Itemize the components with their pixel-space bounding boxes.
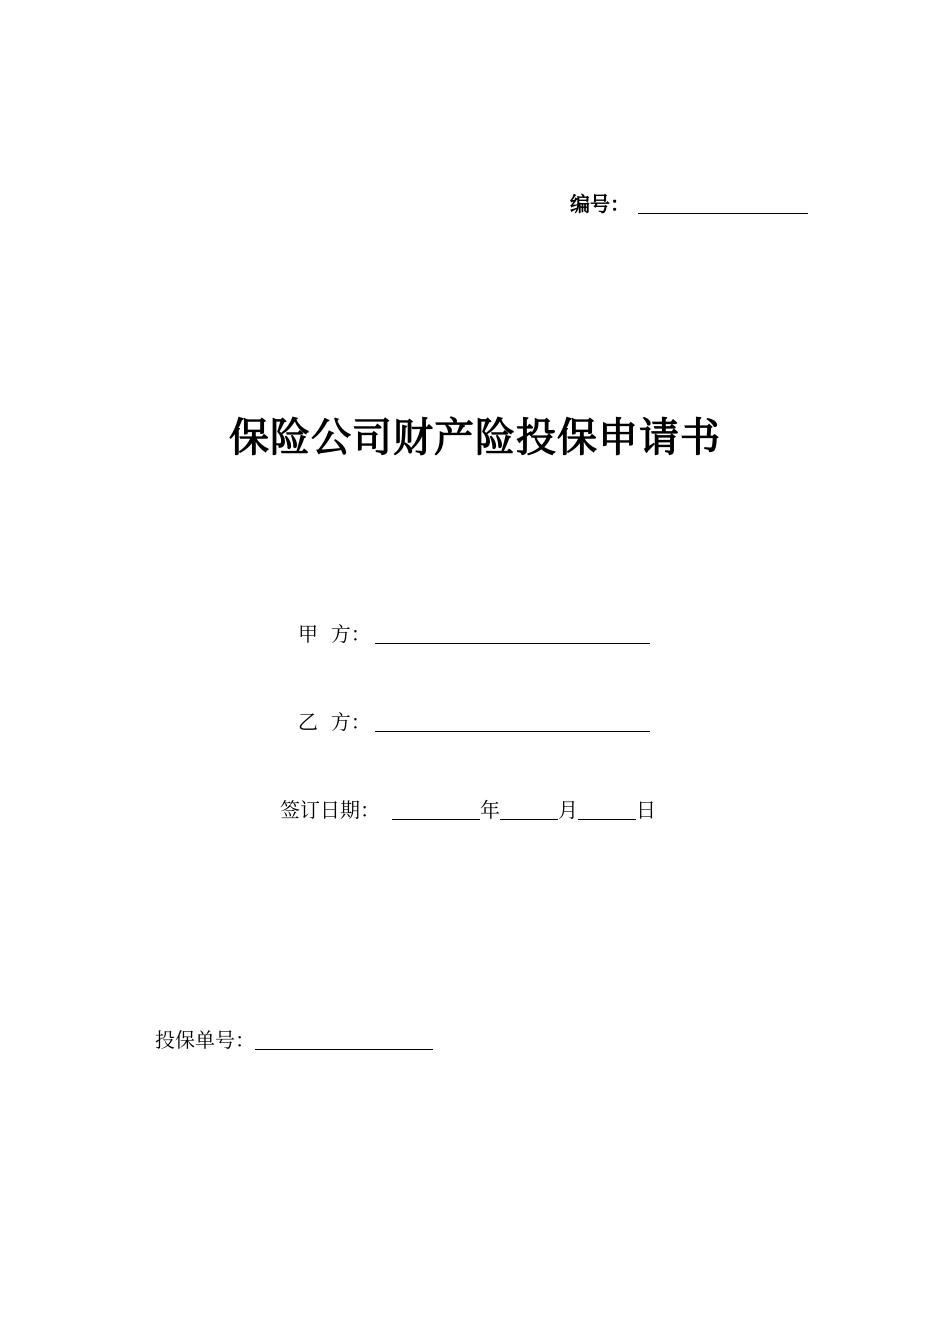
document-title: 保险公司财产险投保申请书: [229, 415, 721, 461]
month-label: 月: [558, 798, 578, 822]
day-label: 日: [636, 798, 656, 822]
day-blank: [578, 797, 636, 820]
document-number-blank: [638, 191, 808, 214]
document-number-label: 编号：: [570, 192, 630, 216]
sign-date-line: [280, 796, 656, 824]
party-a-line: [298, 620, 650, 648]
sign-date-label: 签订日期：: [280, 798, 380, 822]
policy-number-label: 投保单号：: [155, 1028, 255, 1052]
party-a-label: 甲 方：: [298, 622, 371, 646]
party-b-label: 乙 方：: [298, 710, 371, 734]
party-b-line: [298, 708, 650, 736]
year-blank: [392, 797, 480, 820]
party-b-blank: [375, 709, 650, 732]
policy-number-blank: [255, 1027, 433, 1050]
policy-number-line: [155, 1026, 433, 1054]
month-blank: [500, 797, 558, 820]
party-a-blank: [375, 621, 650, 644]
document-number-line: [570, 190, 808, 218]
year-label: 年: [480, 798, 500, 822]
